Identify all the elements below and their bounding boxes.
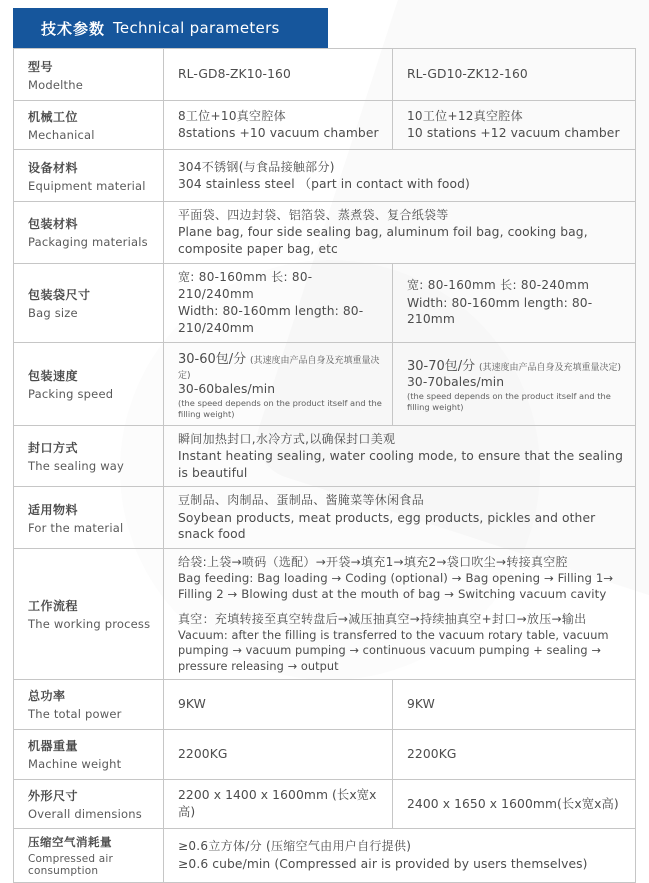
row-label <box>14 101 164 150</box>
cell-text-zh: 瞬间加热封口,水冷方式,以确保封口美观 <box>178 431 396 446</box>
row-label-en: Mechanical <box>28 128 95 142</box>
process-bag-en: Bag feeding: Bag loading → Coding (optional) → Bag opening → Filling 1→ Filling 2 → Blowing dust at the mouth of bag → Switching vacuum cavity <box>178 571 614 602</box>
cell-text-zh: 宽: 80-160mm 长: 80-240mm <box>407 278 590 293</box>
cell-text-zh: 8工位+10真空腔体 <box>178 109 286 123</box>
row-label <box>14 263 164 342</box>
row-label <box>14 828 164 882</box>
row-label-en: Modelthe <box>28 77 84 92</box>
table-row-machine-weight <box>14 729 636 779</box>
row-label-zh: 外形尺寸 <box>28 788 79 803</box>
row-label-en: Packing speed <box>28 386 114 401</box>
cell-total-power-2 <box>393 679 636 729</box>
row-label-en: Compressed air consumption <box>28 852 114 877</box>
table-row-bag-size <box>14 263 636 342</box>
cell-text-en: 10 stations +12 vacuum chamber <box>407 126 620 141</box>
table-row-packaging-materials <box>14 202 636 264</box>
row-label <box>14 342 164 425</box>
cell-text-zh: 10工位+12真空腔体 <box>407 109 523 123</box>
table-row-material <box>14 487 636 549</box>
cell-bag-size-1 <box>164 263 393 342</box>
cell-text-en: 304 stainless steel （part in contact with food) <box>178 176 470 191</box>
cell-material <box>164 487 636 549</box>
cell-model-1 <box>164 49 393 101</box>
cell-total-power-1 <box>164 679 393 729</box>
cell-mechanical-2 <box>393 101 636 150</box>
speed-note-zh: (其速度由产品自身及充填重量决定) <box>478 362 622 373</box>
row-label-en: Bag size <box>28 305 78 320</box>
row-label-zh: 包装材料 <box>28 217 79 232</box>
cell-machine-weight-1 <box>164 729 393 779</box>
table-row-equipment-material <box>14 150 636 202</box>
cell-mechanical-1 <box>164 101 393 150</box>
row-label-en: Packaging materials <box>28 235 148 250</box>
row-label-en: Machine weight <box>28 757 122 772</box>
speed-value: 30-70包/分 <box>407 358 476 374</box>
spacer <box>178 603 625 611</box>
row-label-zh: 封口方式 <box>28 440 79 455</box>
cell-packing-speed-2 <box>393 342 636 425</box>
page-title-en: Technical parameters <box>113 19 280 37</box>
row-label <box>14 679 164 729</box>
table-row-compressed-air <box>14 828 636 882</box>
speed-value-en: 30-60bales/min <box>178 381 276 396</box>
row-label-en: For the material <box>28 520 124 535</box>
cell-text-en: Width: 80-160mm length: 80-210mm <box>407 295 593 327</box>
cell-text-zh: ≥0.6立方体/分 (压缩空气由用户自行提供) <box>178 839 412 854</box>
cell-text: 9KW <box>407 697 435 712</box>
cell-text: 2200KG <box>178 747 228 762</box>
speed-note-en: (the speed depends on the product itself and the filling weight) <box>178 398 382 419</box>
cell-machine-weight-2 <box>393 729 636 779</box>
cell-text-en: Instant heating sealing, water cooling mode, to ensure that the sealing is beautiful <box>178 449 623 480</box>
table-row-overall-dimensions <box>14 779 636 828</box>
cell-text-zh: 平面袋、四边封袋、铝箔袋、蒸煮袋、复合纸袋等 <box>178 208 449 222</box>
row-label-en: The working process <box>28 616 151 631</box>
speed-line <box>178 348 382 381</box>
row-label <box>14 150 164 202</box>
row-label-zh: 总功率 <box>28 689 66 704</box>
row-label-zh: 包装袋尺寸 <box>28 287 91 302</box>
cell-text: 2200 x 1400 x 1600mm (长x宽x高) <box>178 788 377 819</box>
cell-packaging-materials <box>164 202 636 264</box>
cell-text-en: Plane bag, four side sealing bag, aluminum foil bag, cooking bag, composite paper bag, etc <box>178 225 588 256</box>
cell-text-zh: 304不锈钢(与食品接触部分) <box>178 159 335 174</box>
cell-compressed-air <box>164 828 636 882</box>
cell-text-zh: 宽: 80-160mm 长: 80-210/240mm <box>178 269 313 301</box>
cell-text: 2200KG <box>407 747 457 762</box>
row-label <box>14 49 164 101</box>
row-label-zh: 机械工位 <box>28 110 79 124</box>
page-title-zh: 技术参数 <box>41 19 106 38</box>
table-row-packing-speed <box>14 342 636 425</box>
cell-text: 2400 x 1650 x 1600mm(长x宽x高) <box>407 796 619 811</box>
cell-dimensions-2 <box>393 779 636 828</box>
cell-text-en: ≥0.6 cube/min (Compressed air is provided by users themselves) <box>178 856 588 871</box>
process-vacuum-en: Vacuum: after the filling is transferred to the vacuum rotary table, vacuum pumping → vacuum pumping → continuous vacuum pumping + sealing → pressure releasing → output <box>178 629 609 673</box>
cell-text: RL-GD10-ZK12-160 <box>407 67 528 82</box>
row-label-zh: 机器重量 <box>28 739 79 754</box>
row-label-en: The total power <box>28 707 122 722</box>
cell-bag-size-2 <box>393 263 636 342</box>
table-row-mechanical <box>14 101 636 150</box>
row-label <box>14 202 164 264</box>
row-label-en: Equipment material <box>28 178 146 193</box>
cell-equipment-material <box>164 150 636 202</box>
cell-text-en: 8stations +10 vacuum chamber <box>178 126 379 141</box>
row-label <box>14 548 164 679</box>
table-row-working-process <box>14 548 636 679</box>
row-label-zh: 包装速度 <box>28 368 79 383</box>
row-label-zh: 型号 <box>28 59 54 74</box>
table-row-total-power <box>14 679 636 729</box>
row-label-zh: 工作流程 <box>28 598 79 613</box>
speed-value: 30-60包/分 <box>178 351 247 367</box>
cell-dimensions-1 <box>164 779 393 828</box>
process-vacuum-zh: 真空：充填转接至真空转盘后→减压抽真空→持续抽真空+封口→放压→输出 <box>178 611 587 626</box>
cell-working-process <box>164 548 636 679</box>
cell-sealing-way <box>164 425 636 487</box>
table-row-sealing-way <box>14 425 636 487</box>
row-label-zh: 设备材料 <box>28 160 79 175</box>
table-row-model <box>14 49 636 101</box>
spec-table <box>13 48 636 883</box>
cell-text-en: Soybean products, meat products, egg products, pickles and other snack food <box>178 510 596 542</box>
speed-note-zh: (其速度由产品自身及充填重量决定) <box>178 355 380 381</box>
cell-text: 9KW <box>178 697 206 712</box>
speed-note-en: (the speed depends on the product itself and the filling weight) <box>407 391 611 412</box>
process-bag-zh: 给袋:上袋→喷码（选配）→开袋→填充1→填充2→袋口吹尘→转接真空腔 <box>178 554 568 569</box>
row-label <box>14 487 164 549</box>
row-label <box>14 779 164 828</box>
cell-packing-speed-1 <box>164 342 393 425</box>
header-banner <box>13 8 328 48</box>
cell-text-zh: 豆制品、肉制品、蛋制品、酱腌菜等休闲食品 <box>178 493 425 508</box>
row-label <box>14 729 164 779</box>
speed-line <box>407 355 625 374</box>
cell-text-en: Width: 80-160mm length: 80-210/240mm <box>178 304 364 335</box>
cell-text: RL-GD8-ZK10-160 <box>178 67 291 82</box>
row-label-en: Overall dimensions <box>28 806 142 821</box>
cell-model-2 <box>393 49 636 101</box>
row-label-en: The sealing way <box>28 458 125 473</box>
row-label <box>14 425 164 487</box>
row-label-zh: 压缩空气消耗量 <box>28 834 112 849</box>
row-label-zh: 适用物料 <box>28 502 79 517</box>
speed-value-en: 30-70bales/min <box>407 374 505 389</box>
